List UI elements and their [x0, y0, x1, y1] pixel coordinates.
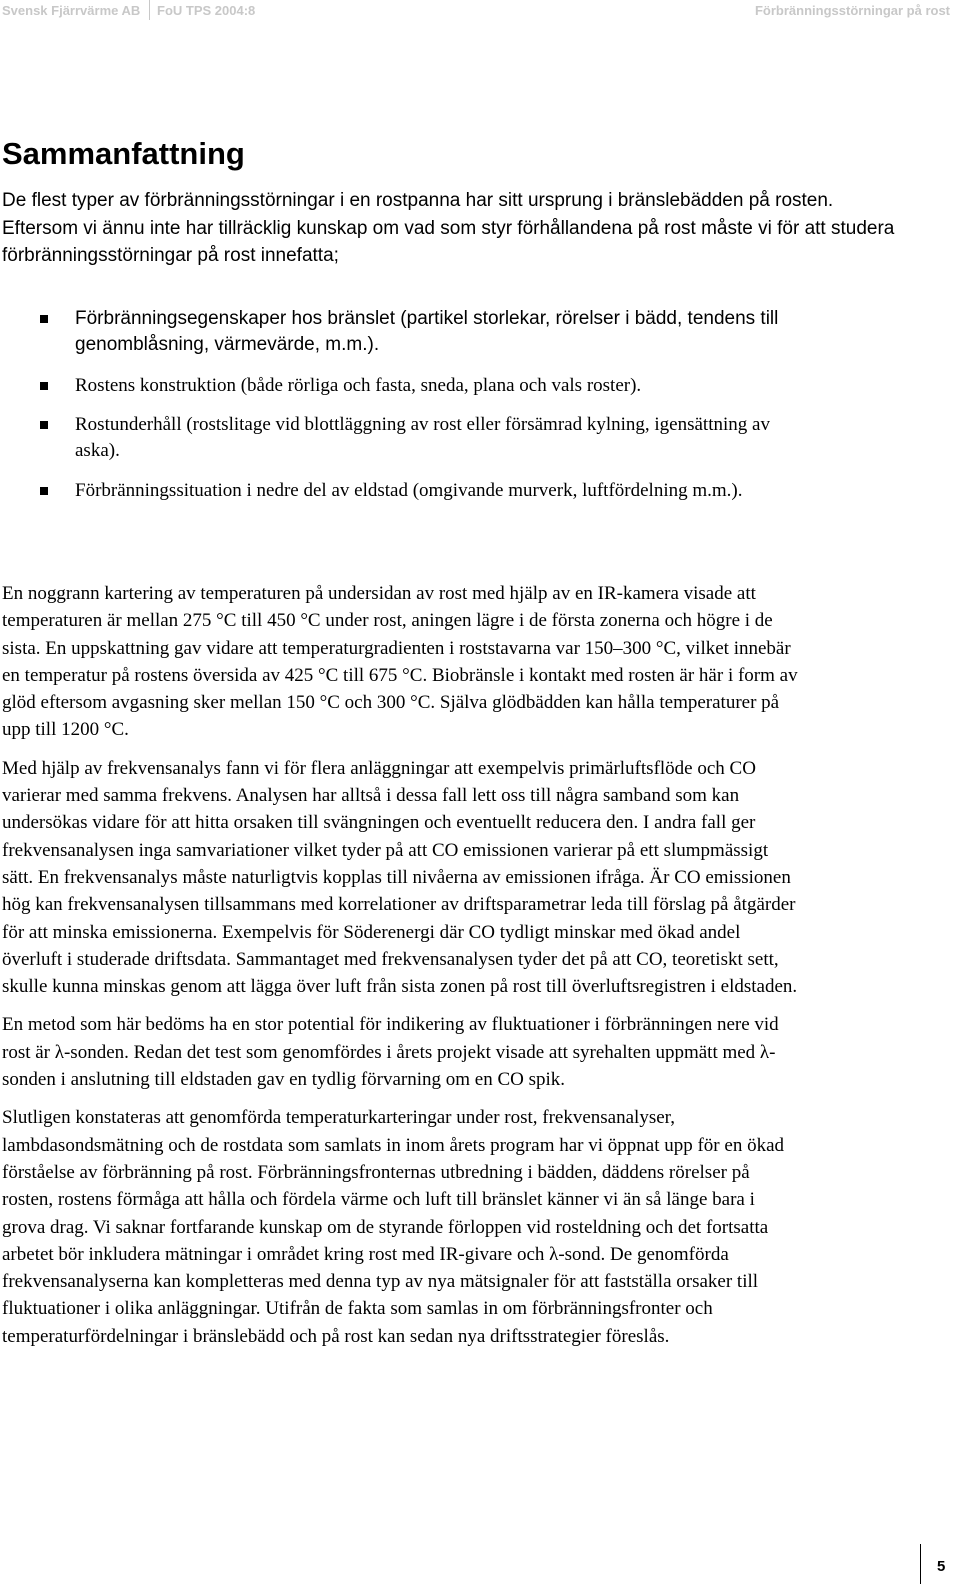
page-header: [0, 0, 960, 24]
bullet-text: Rostunderhåll (rostslitage vid blottläggning av rost eller försämrad kylning, igensättning av aska).: [75, 414, 770, 461]
square-bullet-icon: [40, 421, 48, 429]
body-paragraph: En noggrann kartering av temperaturen på undersidan av rost med hjälp av en IR-kamera visade att temperaturen är mellan 275 °C till 450 °C under rost, aningen lägre i de första zonerna och högre i de sista. En uppskattning gav vidare att temperaturgradienten i roststavarna var 150–300 °C, vilket innebär en temperatur på rostens översida av 425 °C till 675 °C. Biobränsle i kontakt med rosten är här i form av glöd eftersom avgasning sker mellan 150 °C och 300 °C. Själva glödbädden kan hålla temperaturer på upp till 1200 °C.: [2, 583, 798, 741]
header-report-number: FoU TPS 2004:8: [157, 3, 256, 18]
bullet-text: Förbränningssituation i nedre del av eldstad (omgivande murverk, luftfördelning m.m.).: [75, 480, 743, 501]
body-paragraph: Med hjälp av frekvensanalys fann vi för flera anläggningar att exempelvis primärluftsflöde och CO varierar med samma frekvens. Analysen har alltså i dessa fall lett oss till några samband som kan undersökas vidare för att hitta orsaken till svängningen och eventuellt reducera den. I andra fall ger frekvensanalysen inga samvariationer vilket tyder på att CO emissionen varierar på ett slumpmässigt sätt. En frekvensanalys måste naturligtvis kopplas till nivåerna av emissionen ifråga. Är CO emissionen hög kan frekvensanalysen tillsammans med korrelationer av driftsparametrar leda till förslag på åtgärder för att minska emissionerna. Exempelvis för Söderenergi där CO tydligt minskar med ökad andel överluft i studerade driftsdata. Sammantaget med frekvensanalysen tyder det på att CO, teoretiskt sett, skulle kunna minskas genom att lägga över luft från sista zonen på rost till överluftsregistren i eldstaden.: [2, 757, 798, 998]
square-bullet-icon: [40, 382, 48, 390]
bullet-text: Förbränningsegenskaper hos bränslet (partikel storlekar, rörelser i bädd, tendens till genomblåsning, värmevärde, m.m.).: [75, 308, 779, 355]
page-number: 5: [937, 1558, 946, 1575]
header-topic: Förbränningsstörningar på rost: [754, 3, 950, 18]
intro-paragraph: De flest typer av förbränningsstörningar i en rostpanna har sitt ursprung i bränslebädden på rosten. Eftersom vi ännu inte har tillräcklig kunskap om vad som styr förhållandena på rost måste vi för att studera förbränningsstörningar på rost innefatta;: [2, 190, 895, 266]
bullet-text: Rostens konstruktion (både rörliga och fasta, sneda, plana och vals roster).: [75, 375, 642, 396]
square-bullet-icon: [40, 487, 48, 495]
body-text: [2, 580, 802, 1361]
body-paragraph: Slutligen konstateras att genomförda temperaturkarteringar under rost, frekvensanalyser, lambdasondsmätning och de rostdata som samlats in inom årets program har vi öppnat upp för en ökad förståelse av förbränning på rost. Förbränningsfronternas utbredning i bädden, däddens rörelser på rosten, rostens förmåga att hålla och fördela värme och luft till bränslet känner vi än så länge bara i grova drag. Vi saknar fortfarande kunskap om de styrande förloppen vid rosteldning och det fortsatta arbetet bör inkludera mätningar i området kring rost med IR-givare och λ-sond. De genomförda frekvensanalyserna kan kompletteras med denna typ av nya mätsignaler för att fastställa orsaker till fluktuationer i olika anläggningar. Utifrån de fakta som samlas in om förbränningsfronter och temperaturfördelningar i bränslebädd och på rost kan sedan nya driftsstrategier föreslås.: [2, 1107, 784, 1347]
header-organization: Svensk Fjärrvärme AB: [2, 3, 141, 18]
square-bullet-icon: [40, 315, 48, 323]
body-paragraph: En metod som här bedöms ha en stor potential för indikering av fluktuationer i förbränningen nere vid rost är λ-sonden. Redan det test som genomfördes i årets projekt visade att syrehalten uppmätt med λ-sonden i anslutning till eldstaden gav en tydlig förvarning om en CO spik.: [2, 1014, 779, 1091]
page-number-box: [920, 1544, 960, 1584]
page-title: Sammanfattning: [2, 136, 245, 171]
header-separator: [149, 0, 150, 20]
